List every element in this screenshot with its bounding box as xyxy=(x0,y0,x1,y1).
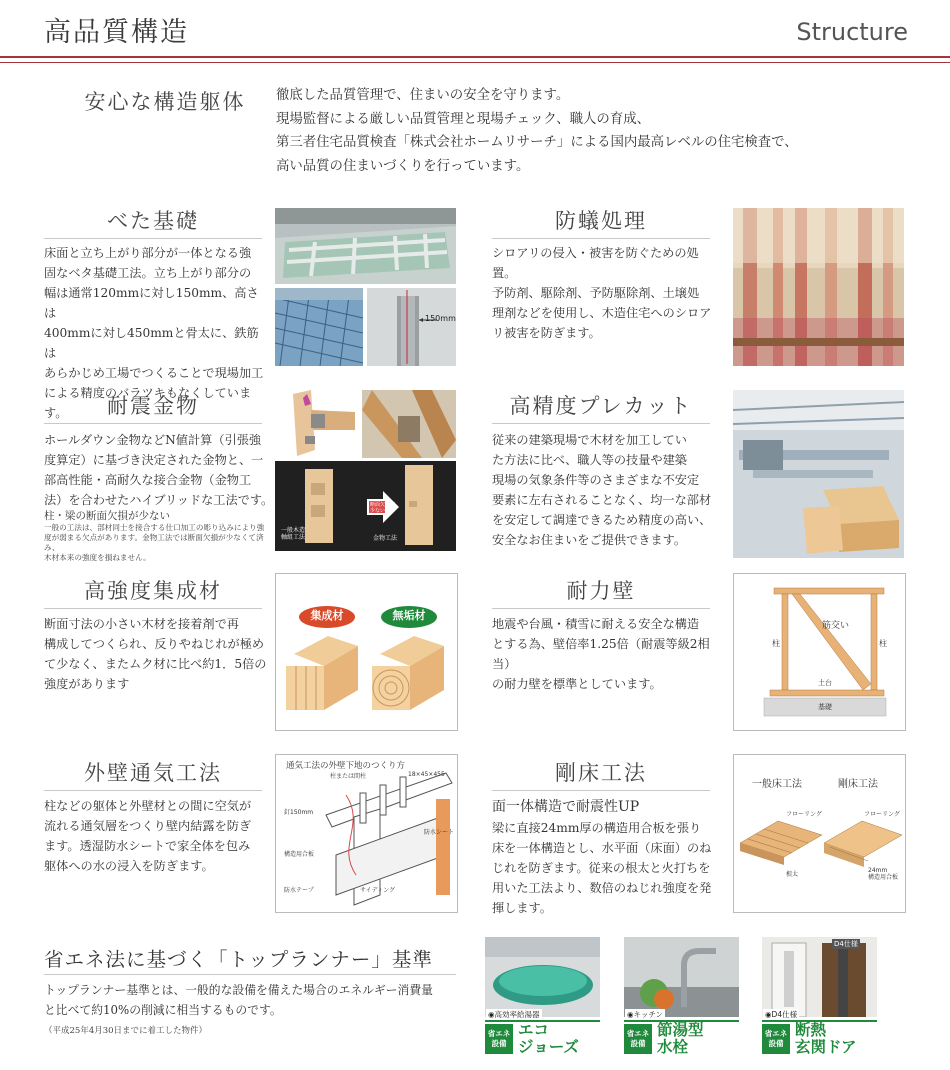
text-line: 躯体への水の浸入を防ぎます。 xyxy=(44,859,214,873)
text-line: と比べて約10%の削減に相当するものです。 xyxy=(44,1003,282,1017)
text-line: 予防剤、駆除剤、予防駆除剤、土壌処 xyxy=(492,286,700,300)
text-line: 幅は通常120mmに対し150mm、高さは xyxy=(44,286,259,320)
badge-laminated: 集成材 xyxy=(310,609,344,622)
intro-line: 高い品質の住まいづくりを行っています。 xyxy=(276,158,530,174)
intro-line: 現場監督による厳しい品質管理と現場チェック、職人の育成、 xyxy=(276,111,650,127)
energy-item-category: ◉キッチン xyxy=(627,1010,664,1019)
eco-jozu-photo xyxy=(485,937,600,1017)
divider xyxy=(492,423,710,424)
fig-label: 防水シート xyxy=(424,829,455,836)
laminated-wood-figure xyxy=(275,573,458,731)
goshou-subheading: 面一体構造で耐震性UP xyxy=(492,799,640,815)
divider xyxy=(44,608,262,609)
section-text-shusei xyxy=(44,614,274,694)
energy-note: （平成25年4月30日までに着工した物件） xyxy=(44,1026,208,1036)
fig-label: 18×45×455 xyxy=(408,771,445,778)
energy-heading: 省エネ法に基づく「トップランナー」基準 xyxy=(44,948,433,971)
section-heading-beta: べた基礎 xyxy=(107,209,199,233)
label-general: 一般木造 軸組工法 xyxy=(281,527,306,541)
label-post-right: 柱 xyxy=(879,639,887,648)
text-line: とする為、壁倍率1.25倍（耐震等級2相当） xyxy=(492,637,710,671)
section-text-taishin xyxy=(44,430,274,510)
label-flooring: フローリング xyxy=(864,811,900,818)
text-line: 揮します。 xyxy=(492,901,552,915)
intro-line: 第三者住宅品質検査「株式会社ホームリサーチ」による国内最高レベルの住宅検査で、 xyxy=(276,135,798,150)
section-text-gaiheki xyxy=(44,796,274,876)
energy-tag: 省エネ 設備 xyxy=(624,1024,652,1054)
section-heading-shusei: 高強度集成材 xyxy=(84,579,222,603)
intro-heading: 安心な構造躯体 xyxy=(84,90,246,114)
taishin-subheading: 柱・梁の断面欠損が少ない xyxy=(44,510,170,522)
label-general-floor: 一般床工法 xyxy=(752,779,802,790)
door-photo xyxy=(762,937,877,1017)
text-line: 床を一体構造とし、水平面（床面）のね xyxy=(492,841,712,855)
text-line: 梁に直接24mm厚の構造用合板を張り xyxy=(492,821,702,835)
text-line: 流れる通気層をつくり壁内結露を防ぎ xyxy=(44,819,252,833)
text-line: あらかじめ工場でつくることで現場加工 xyxy=(44,366,264,380)
badge-solid: 無垢材 xyxy=(392,609,426,622)
intro-text xyxy=(276,84,916,178)
text-line: リ被害を防ぎます。 xyxy=(492,326,601,340)
divider xyxy=(492,238,710,239)
cross-section-comparison xyxy=(275,461,456,551)
label-flooring: フローリング xyxy=(786,811,822,818)
text-line: シロアリの侵入・被害を防ぐための処置。 xyxy=(492,246,699,280)
faucet-photo xyxy=(624,937,739,1017)
divider xyxy=(44,423,262,424)
divider xyxy=(492,608,710,609)
label-joist: 根太 xyxy=(786,871,799,878)
label-sill: 土台 xyxy=(818,679,832,687)
label-post-left: 柱 xyxy=(772,639,780,648)
text-line: トップランナー基準とは、一般的な設備を備えた場合のエネルギー消費量 xyxy=(44,983,433,997)
label-brace: 筋交い xyxy=(822,621,850,631)
page-title-en: Structure xyxy=(796,18,908,46)
fig-label: 釘150mm xyxy=(284,809,314,816)
fig-label: 防水テープ xyxy=(284,887,314,894)
energy-item-category: ◉D4仕様 xyxy=(765,1010,798,1019)
text-line: 従来の建築現場で木材を加工してい xyxy=(492,433,687,447)
precut-factory-photo xyxy=(733,390,904,558)
energy-item-category: ◉高効率給湯器 xyxy=(488,1010,540,1019)
text-line: 度算定）に基づき決定された金物と、一 xyxy=(44,453,264,467)
text-line: による精度のバラツキもなくしています。 xyxy=(44,386,252,420)
label-arrow: 断面欠損が 少ない xyxy=(370,502,396,514)
energy-text xyxy=(44,980,484,1020)
label-foundation: 基礎 xyxy=(818,703,832,711)
ventilation-fig-title: 通気工法の外壁下地のつくり方 xyxy=(286,761,406,771)
section-heading-goshou: 剛床工法 xyxy=(555,761,647,785)
divider xyxy=(44,238,262,239)
text-line: 固なベタ基礎工法。立ち上がり部分の xyxy=(44,266,252,280)
divider xyxy=(44,790,262,791)
door-photo-label: D4仕様 xyxy=(834,940,858,948)
text-line: 400mmに対し450mmと骨太に、鉄筋は xyxy=(44,326,259,360)
text-line: 理剤などを使用し、木造住宅へのシロア xyxy=(492,306,712,320)
rebar-photo xyxy=(275,288,363,366)
header-rule xyxy=(0,56,950,58)
rigid-floor-diagram xyxy=(733,754,906,913)
text-line: 要素に左右されることなく、均一な部材 xyxy=(492,493,712,507)
text-line: 構成してつくられ、反りやねじれが極め xyxy=(44,637,265,651)
text-line: を安定して調達できるため精度の高い、 xyxy=(492,513,712,527)
ventilation-diagram xyxy=(275,754,458,913)
text-line: 安全なお住まいをご提供できます。 xyxy=(492,533,687,547)
label-kanamono: 金物工法 xyxy=(373,535,398,542)
section-heading-precut: 高精度プレカット xyxy=(509,394,693,418)
section-heading-taishin: 耐震金物 xyxy=(107,394,199,418)
note-line: 度が弱まる欠点があります。金物工法では断面欠損が少なくて済み、 xyxy=(44,533,264,552)
fig-label: 柱または間柱 xyxy=(330,773,367,780)
text-line: 強度があります xyxy=(44,677,130,691)
text-line: じれを防ぎます。従来の根太と火打ちを xyxy=(492,861,711,875)
section-text-boyi xyxy=(492,243,722,343)
taishin-note xyxy=(44,523,274,563)
hardware-diagram xyxy=(275,390,355,458)
bearing-wall-diagram xyxy=(733,573,906,731)
section-text-tairyoku xyxy=(492,614,727,694)
fig-label: サイディング xyxy=(360,887,395,894)
termite-treatment-photo xyxy=(733,208,904,366)
text-line: た方法に比べ、職人等の技量や建築 xyxy=(492,453,687,467)
energy-item-name: エコ ジョーズ xyxy=(518,1021,579,1056)
energy-item-name: 節湯型 水栓 xyxy=(657,1021,704,1056)
text-line: 部高性能・高耐久な接合金物（金物工 xyxy=(44,473,252,487)
joint-photo xyxy=(362,390,456,458)
text-line: ホールダウン金物などN値計算（引張強 xyxy=(44,433,262,447)
label-plywood: 24mm 構造用合板 xyxy=(868,867,899,881)
section-heading-boyi: 防蟻処理 xyxy=(555,209,647,233)
section-text-goshou xyxy=(492,818,722,918)
divider xyxy=(492,790,710,791)
foundation-photo xyxy=(275,208,456,284)
text-line: 用いた工法より、数倍のねじれ強度を発 xyxy=(492,881,712,895)
text-line: ます。透湿防水シートで家全体を包み xyxy=(44,839,251,853)
energy-item-name: 断熱 玄関ドア xyxy=(795,1021,857,1056)
text-line: 現場の気象条件等のさまざまな不安定 xyxy=(492,473,700,487)
width-label: 150mm xyxy=(425,314,456,323)
note-line: 一般の工法は、部材同士を接合する仕口加工の彫り込みにより強 xyxy=(44,523,265,532)
energy-tag: 省エネ 設備 xyxy=(762,1024,790,1054)
text-line: て少なく、またムク材に比べ約1．5倍の xyxy=(44,657,267,671)
section-text-precut xyxy=(492,430,722,550)
page-title: 高品質構造 xyxy=(44,17,189,48)
fig-label: 構造用合板 xyxy=(284,851,315,858)
energy-tag: 省エネ 設備 xyxy=(485,1024,513,1054)
text-line: 柱などの躯体と外壁材との間に空気が xyxy=(44,799,252,813)
text-line: 断面寸法の小さい木材を接着剤で再 xyxy=(44,617,239,631)
label-rigid-floor: 剛床工法 xyxy=(838,779,878,790)
foundation-width-photo xyxy=(367,288,456,366)
text-line: 法）を合わせたハイブリッドな工法です。 xyxy=(44,493,274,507)
text-line: の耐力壁を標準としています。 xyxy=(492,677,662,691)
divider xyxy=(44,974,456,975)
header-rule-thin xyxy=(0,62,950,63)
text-line: 床面と立ち上がり部分が一体となる強 xyxy=(44,246,252,260)
text-line: 地震や台風・積雪に耐える安全な構造 xyxy=(492,617,700,631)
note-line: 木材本来の強度を損ねません。 xyxy=(44,553,151,562)
section-heading-gaiheki: 外壁通気工法 xyxy=(84,761,222,785)
intro-line: 徹底した品質管理で、住まいの安全を守ります。 xyxy=(276,88,570,103)
section-heading-tairyoku: 耐力壁 xyxy=(566,579,636,603)
